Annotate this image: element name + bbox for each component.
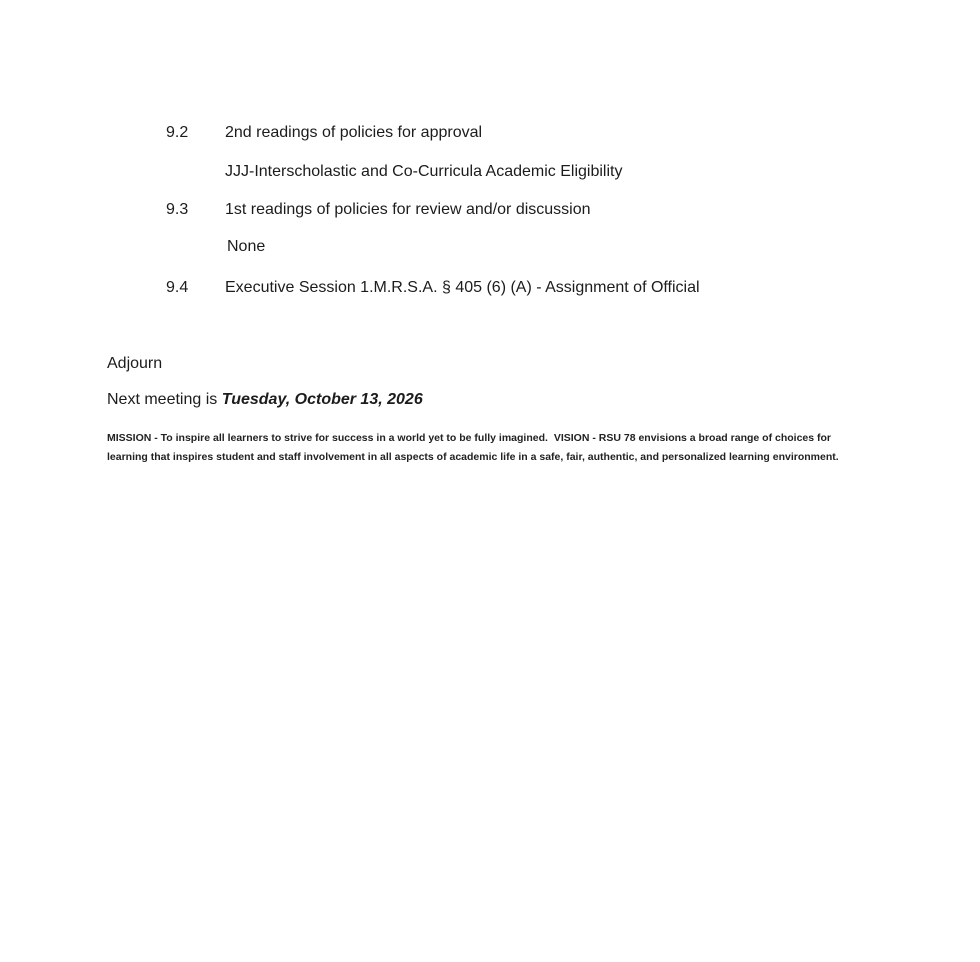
- next-meeting: [107, 391, 423, 409]
- vision-statement: VISION - RSU 78 envisions a broad range of choices for learning that inspires student and staff involvement in all aspects of academic life in a safe, fair, authentic, and personalized learning environment.: [107, 432, 839, 463]
- item-text: 1st readings of policies for review and/or discussion: [225, 201, 591, 218]
- item-text: Executive Session 1.M.R.S.A. § 405 (6) (A) - Assignment of Official: [225, 279, 700, 296]
- next-meeting-label: Next meeting is: [107, 391, 222, 408]
- item-subtext: None: [227, 238, 266, 255]
- mission-vision-statement: [107, 429, 867, 467]
- item-text: 2nd readings of policies for approval: [225, 124, 483, 141]
- item-subtext: JJJ-Interscholastic and Co-Curricula Academic Eligibility: [225, 163, 623, 180]
- item-number: 9.2: [166, 124, 189, 141]
- next-meeting-date: Tuesday, October 13, 2026: [221, 391, 423, 408]
- adjourn-text: Adjourn: [107, 355, 163, 372]
- item-number: 9.4: [166, 279, 189, 296]
- mission-statement: MISSION - To inspire all learners to strive for success in a world yet to be fully imagined.: [107, 432, 548, 444]
- item-number: 9.3: [166, 201, 189, 218]
